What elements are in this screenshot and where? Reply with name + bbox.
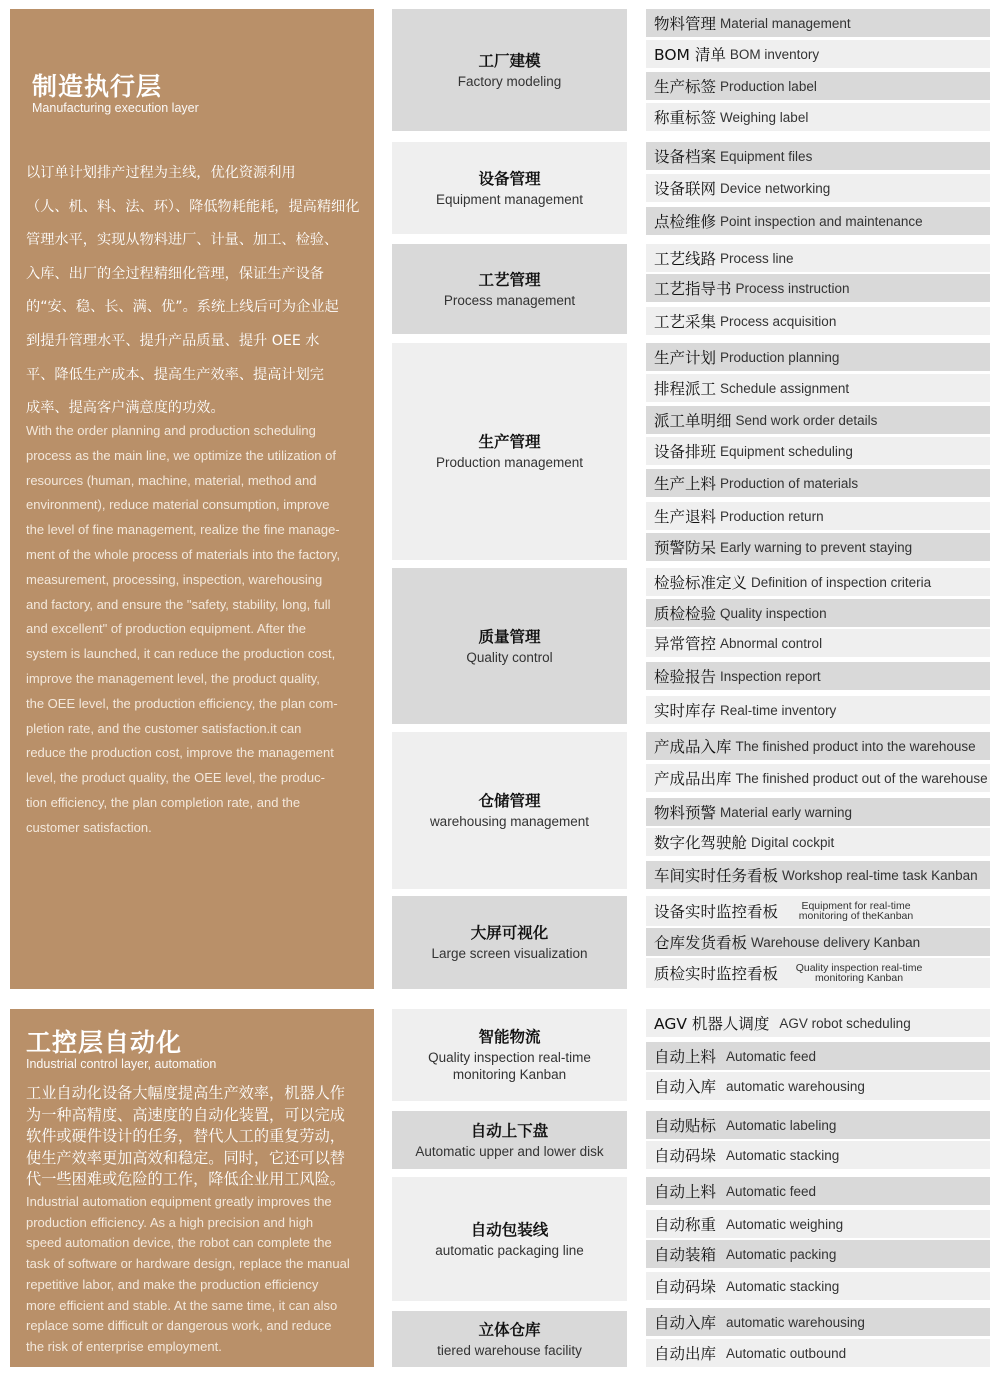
category-auto-packaging-line: 自动包装线 automatic packaging line <box>392 1177 627 1301</box>
item-auto-labeling: 自动贴标 Automatic labeling <box>646 1111 990 1139</box>
item-agv-scheduling: AGV 机器人调度 AGV robot scheduling <box>646 1009 990 1037</box>
item-digital-cockpit: 数字化驾驶舱 Digital cockpit <box>646 828 990 856</box>
item-equipment-files: 设备档案 Equipment files <box>646 142 990 170</box>
item-warehouse-delivery-kanban: 仓库发货看板 Warehouse delivery Kanban <box>646 928 990 956</box>
ctrl-title: 工控层自动化 <box>26 1028 183 1057</box>
item-process-acquisition: 工艺采集 Process acquisition <box>646 307 990 335</box>
ctrl-desc-cn: 工业自动化设备大幅度提高生产效率，机器人作 为一种高精度、高速度的自动化装置，可以完成 软件或硬件设计的任务，替代人工的重复劳动， 使生产效率更加高效和稳定。同时，它还可以替 代一些困难或危险的工作，降低企业用工风险。 <box>26 1084 345 1188</box>
category-factory-modeling: 工厂建模 Factory modeling <box>392 9 627 131</box>
ctrl-subtitle: Industrial control layer, automation <box>26 1057 217 1071</box>
item-workshop-kanban: 车间实时任务看板 Workshop real-time task Kanban <box>646 861 990 889</box>
item-material-management: 物料管理 Material management <box>646 9 990 37</box>
category-quality-control: 质量管理 Quality control <box>392 568 627 724</box>
mes-panel <box>10 9 374 989</box>
item-early-warning: 预警防呆 Early warning to prevent staying <box>646 533 990 561</box>
ctrl-desc-en: Industrial automation equipment greatly improves the production efficiency. As a high precision and high speed automation device, the robot can complete the task of software or hardware design, replace the manual repetitive labor, and make the production efficiency more efficient and stable. At the same time, it can also replace some difficult or dangerous work, and reduce the risk of enterprise employment. <box>26 1194 350 1354</box>
category-warehousing-management: 仓储管理 warehousing management <box>392 732 627 889</box>
item-auto-packing: 自动装箱 Automatic packing <box>646 1240 990 1268</box>
item-weighing-label: 称重标签 Weighing label <box>646 103 990 131</box>
item-inspection-criteria: 检验标准定义 Definition of inspection criteria <box>646 568 990 596</box>
item-auto-stacking-1: 自动码垛 Automatic stacking <box>646 1141 990 1169</box>
category-large-screen-visualization: 大屏可视化 Large screen visualization <box>392 896 627 989</box>
item-production-label: 生产标签 Production label <box>646 72 990 100</box>
item-finished-product-in: 产成品入库 The finished product into the warehouse <box>646 732 990 760</box>
item-auto-feed-1: 自动上料 Automatic feed <box>646 1042 990 1070</box>
category-tiered-warehouse: 立体仓库 tiered warehouse facility <box>392 1311 627 1367</box>
item-auto-stacking-2: 自动码垛 Automatic stacking <box>646 1272 990 1300</box>
item-point-inspection: 点检维修 Point inspection and maintenance <box>646 207 990 235</box>
category-equipment-management: 设备管理 Equipment management <box>392 142 627 234</box>
item-auto-feed-2: 自动上料 Automatic feed <box>646 1177 990 1205</box>
item-process-line: 工艺线路 Process line <box>646 244 990 272</box>
item-auto-weighing: 自动称重 Automatic weighing <box>646 1210 990 1238</box>
item-device-networking: 设备联网 Device networking <box>646 174 990 202</box>
item-quality-inspection: 质检检验 Quality inspection <box>646 599 990 627</box>
category-process-management: 工艺管理 Process management <box>392 244 627 334</box>
item-schedule-assignment: 排程派工 Schedule assignment <box>646 374 990 402</box>
item-auto-warehousing-2: 自动入库 automatic warehousing <box>646 1308 990 1336</box>
category-auto-upper-lower-disk: 自动上下盘 Automatic upper and lower disk <box>392 1111 627 1169</box>
item-bom-inventory: BOM 清单 BOM inventory <box>646 40 990 68</box>
item-production-return: 生产退料 Production return <box>646 502 990 530</box>
item-finished-product-out: 产成品出库 The finished product out of the warehouse <box>646 764 990 792</box>
item-work-order-details: 派工单明细 Send work order details <box>646 406 990 434</box>
ctrl-panel <box>10 1009 374 1367</box>
item-inspection-report: 检验报告 Inspection report <box>646 662 990 690</box>
item-equipment-monitoring-kanban: 设备实时监控看板 Equipment for real-time monitoring of theKanban <box>646 896 990 926</box>
category-smart-logistics: 智能物流 Quality inspection real-time monitoring Kanban <box>392 1009 627 1101</box>
item-abnormal-control: 异常管控 Abnormal control <box>646 629 990 657</box>
mes-title: 制造执行层 <box>32 72 163 101</box>
item-auto-warehousing-1: 自动入库 automatic warehousing <box>646 1072 990 1100</box>
item-auto-outbound: 自动出库 Automatic outbound <box>646 1339 990 1367</box>
item-production-materials: 生产上料 Production of materials <box>646 469 990 497</box>
item-realtime-inventory: 实时库存 Real-time inventory <box>646 696 990 724</box>
item-quality-monitoring-kanban: 质检实时监控看板 Quality inspection real-time monitoring Kanban <box>646 958 990 988</box>
mes-desc-cn: 以订单计划排产过程为主线，优化资源利用 （人、机、料、法、环）、降低物耗能耗，提高精细化 管理水平，实现从物料进厂、计量、加工、检验、 入库、出厂的全过程精细化管理，保证生产设备 的“安、稳、长、满、优”。系统上线后可为企业起 到提升管理水平、提升产品质量、提升 OEE 水 平、降低生产成本、提高生产效率、提高计划完 成率、提高客户满意度的功效。 <box>26 165 360 417</box>
item-equipment-scheduling: 设备排班 Equipment scheduling <box>646 437 990 465</box>
item-production-planning: 生产计划 Production planning <box>646 343 990 371</box>
mes-desc-en: With the order planning and production scheduling process as the main line, we optimize the utilization of resources (human, machine, material, method and environment), reduce material consumption, improve the level of fine management, realize the fine manage- ment of the whole process of materials into the factory, measurement, processing, inspection, warehousing and factory, and ensure the "safety, stability, long, full and excellent" of production equipment. After the system is launched, it can reduce the production cost, improve the management level, the product quality, the OEE level, the production efficiency, the plan com- pletion rate, and the customer satisfaction.it can reduce the production cost, improve the management level, the product quality, the OEE level, the produc- tion efficiency, the plan completion rate, and the customer satisfaction. <box>26 423 341 835</box>
mes-subtitle: Manufacturing execution layer <box>32 101 199 115</box>
category-production-management: 生产管理 Production management <box>392 343 627 560</box>
item-process-instruction: 工艺指导书 Process instruction <box>646 274 990 302</box>
item-material-early-warning: 物料预警 Material early warning <box>646 798 990 826</box>
